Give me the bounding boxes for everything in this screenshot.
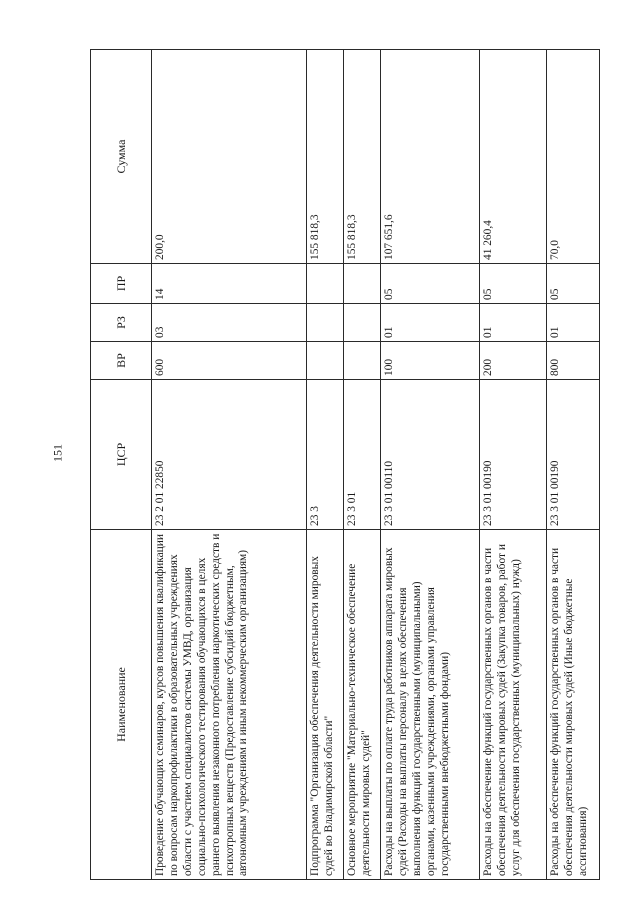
- cell-sum: 70,0: [547, 50, 600, 264]
- cell-name: Проведение обучающих семинаров, курсов повышения квалификации по вопросам наркопрофилактики в образовательных учреждениях области с участием специалистов системы УМВД, организация социально-психологического тестирования обучающихся в целях раннего выявления незаконного потребления наркотических средств и психотропных веществ (Предоставление субсидий бюджетным, автономным учреждениям и иным некоммерческим организациям): [152, 530, 307, 880]
- cell-sum: 155 818,3: [307, 50, 344, 264]
- cell-sum: 107 651,6: [381, 50, 480, 264]
- cell-pr: 14: [152, 264, 307, 304]
- cell-csr: 23 3 01 00190: [547, 380, 600, 530]
- cell-name: Расходы на обеспечение функций государственных органов в части обеспечения деятельности мировых судей (Иные бюджетные ассигнования): [547, 530, 600, 880]
- cell-name: Расходы на выплаты по оплате труда работников аппарата мировых судей (Расходы на выплаты персоналу в целях обеспечения выполнения функций государственными (муниципальными) органами, казенными учреждениями, органами управления государственными внебюджетными фондами): [381, 530, 480, 880]
- cell-vr: 800: [547, 342, 600, 380]
- cell-csr: 23 3 01 00190: [480, 380, 547, 530]
- cell-name: Основное мероприятие "Материально-техническое обеспечение деятельности мировых судей": [344, 530, 381, 880]
- header-pr: ПР: [91, 264, 152, 304]
- table-row: [547, 50, 600, 880]
- cell-vr: 100: [381, 342, 480, 380]
- table-row: [344, 50, 381, 880]
- table-row: [152, 50, 307, 880]
- cell-pr: [344, 264, 381, 304]
- table-row: [307, 50, 344, 880]
- cell-rz: 01: [480, 304, 547, 342]
- cell-sum: 155 818,3: [344, 50, 381, 264]
- header-sum: Сумма: [91, 50, 152, 264]
- header-row: [91, 50, 152, 880]
- cell-csr: 23 3 01 00110: [381, 380, 480, 530]
- cell-vr: [344, 342, 381, 380]
- header-name: Наименование: [91, 530, 152, 880]
- cell-rz: [344, 304, 381, 342]
- cell-rz: 01: [547, 304, 600, 342]
- header-csr: ЦСР: [91, 380, 152, 530]
- header-vr: ВР: [91, 342, 152, 380]
- cell-pr: 05: [480, 264, 547, 304]
- page-number: 151: [50, 444, 65, 462]
- cell-csr: 23 2 01 22850: [152, 380, 307, 530]
- cell-vr: 200: [480, 342, 547, 380]
- cell-vr: [307, 342, 344, 380]
- cell-csr: 23 3: [307, 380, 344, 530]
- header-rz: РЗ: [91, 304, 152, 342]
- budget-table-container: [90, 50, 589, 880]
- cell-pr: 05: [547, 264, 600, 304]
- table-row: [480, 50, 547, 880]
- cell-pr: 05: [381, 264, 480, 304]
- cell-name: Расходы на обеспечение функций государственных органов в части обеспечения деятельности мировых судей (Закупка товаров, работ и услуг для обеспечения государственных (муниципальных) нужд): [480, 530, 547, 880]
- cell-vr: 600: [152, 342, 307, 380]
- cell-rz: [307, 304, 344, 342]
- cell-sum: 41 260,4: [480, 50, 547, 264]
- cell-name: Подпрограмма "Организация обеспечения деятельности мировых судей во Владимирской области": [307, 530, 344, 880]
- cell-rz: 03: [152, 304, 307, 342]
- cell-csr: 23 3 01: [344, 380, 381, 530]
- cell-sum: 200,0: [152, 50, 307, 264]
- budget-table: [90, 49, 600, 880]
- cell-pr: [307, 264, 344, 304]
- cell-rz: 01: [381, 304, 480, 342]
- table-row: [381, 50, 480, 880]
